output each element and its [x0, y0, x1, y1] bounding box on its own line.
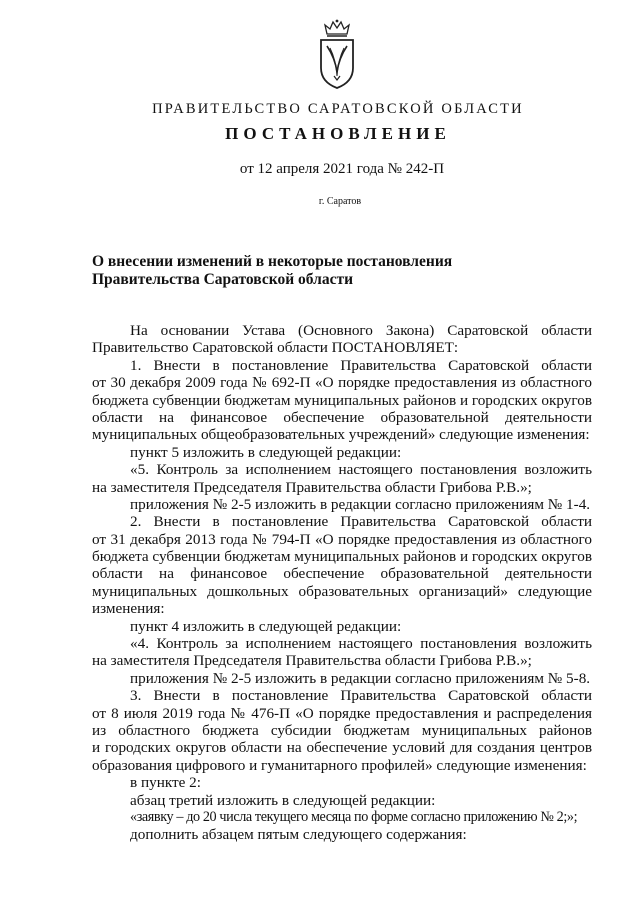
- body-line: муниципальных дошкольных образовательных организаций» следующие: [92, 582, 592, 600]
- body-line: изменения:: [92, 600, 165, 618]
- document-city: г. Саратов: [318, 196, 362, 207]
- body-line: от 31 декабря 2013 года № 794-П «О порядке предоставления из областного: [92, 530, 592, 548]
- body-line: на заместителя Председателя Правительства области Грибова Р.В.»;: [92, 478, 532, 496]
- body-line: муниципальных общеобразовательных учреждений» следующие изменения:: [92, 426, 590, 444]
- body-line: 3. Внести в постановление Правительства Саратовской области: [130, 687, 592, 705]
- body-line: бюджета субвенции бюджетам муниципальных районов и городских округов: [92, 391, 592, 409]
- body-line: 1. Внести в постановление Правительства Саратовской области: [130, 356, 592, 374]
- body-line: Правительство Саратовской области ПОСТАНОВЛЯЕТ:: [92, 339, 459, 357]
- body-line: дополнить абзацем пятым следующего содержания:: [130, 826, 467, 844]
- body-line: области на финансовое обеспечение образовательной деятельности: [92, 565, 592, 583]
- body-line: пункт 4 изложить в следующей редакции:: [130, 617, 402, 635]
- coat-of-arms-emblem: [318, 18, 356, 90]
- document-title: ПОСТАНОВЛЕНИЕ: [225, 124, 451, 143]
- body-line: от 8 июля 2019 года № 476-П «О порядке предоставления и распределения: [92, 704, 592, 722]
- body-line: в пункте 2:: [130, 774, 201, 792]
- subject-line: Правительства Саратовской области: [92, 271, 353, 288]
- body-line: от 30 декабря 2009 года № 692-П «О порядке предоставления из областного: [92, 374, 592, 392]
- body-line: пункт 5 изложить в следующей редакции:: [130, 443, 402, 461]
- body-line: приложения № 2-5 изложить в редакции согласно приложениям № 5-8.: [130, 669, 591, 687]
- subject-line: О внесении изменений в некоторые постановления: [92, 253, 453, 270]
- body-line: из областного бюджета субсидии бюджетам муниципальных районов: [92, 721, 592, 739]
- body-line: «заявку – до 20 числа текущего месяца по форме согласно приложению № 2;»;: [130, 808, 578, 825]
- body-line: «5. Контроль за исполнением настоящего постановления возложить: [130, 461, 592, 479]
- body-line: 2. Внести в постановление Правительства Саратовской области: [130, 513, 592, 531]
- document-body: [92, 322, 592, 844]
- body-line: образования цифрового и гуманитарного профилей» следующие изменения:: [92, 756, 587, 774]
- document-date-number: от 12 апреля 2021 года № 242-П: [239, 161, 445, 177]
- body-line: На основании Устава (Основного Закона) Саратовской области: [130, 322, 592, 339]
- body-line: области на финансовое обеспечение образовательной деятельности: [92, 408, 592, 426]
- body-line: «4. Контроль за исполнением настоящего постановления возложить: [130, 635, 592, 653]
- body-line: и городских округов области на обеспечение условий для создания центров: [92, 739, 592, 757]
- body-line: абзац третий изложить в следующей редакции:: [130, 791, 436, 809]
- body-line: на заместителя Председателя Правительства области Грибова Р.В.»;: [92, 652, 532, 670]
- body-line: приложения № 2-5 изложить в редакции согласно приложениям № 1-4.: [130, 495, 591, 513]
- document-subject: [92, 253, 452, 289]
- body-line: бюджета субвенции бюджетам муниципальных районов и городских округов: [92, 548, 592, 566]
- government-name: ПРАВИТЕЛЬСТВО САРАТОВСКОЙ ОБЛАСТИ: [152, 101, 524, 117]
